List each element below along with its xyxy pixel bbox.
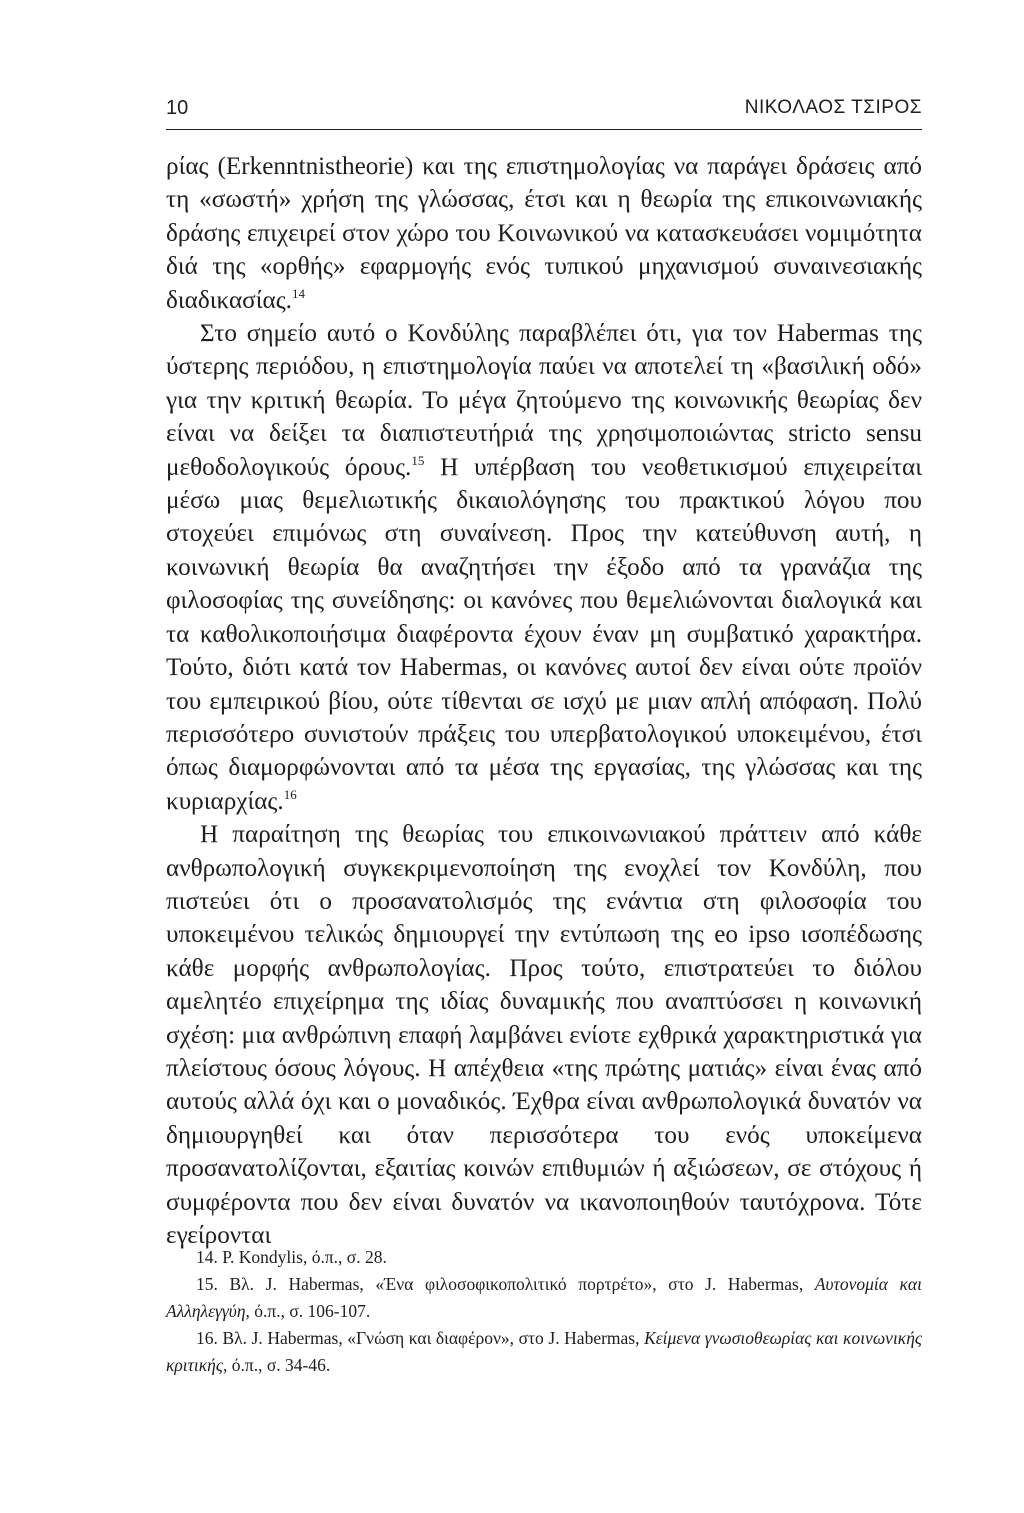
paragraph-2-text-b: Η υπέρβαση του νεοθετικισμού επιχειρείται μέσω μιας θεμελιωτικής δικαιολόγησης του πρακτικού λόγου που στοχεύει επιμόνως στη συναίνεση. Προς την κατεύθυνση αυτή, η κοινωνική θεωρία θα αναζητήσει την έξοδο από τα γρανάζια της φιλοσοφίας της συνείδησης: οι κανόνες που θεμελιώνονται διαλογικά και τα καθολικοποιήσιμα διαφέροντα έχουν έναν μη συμβατικό χαρακτήρα. Τούτο, διότι κατά τον Habermas, οι κανόνες αυτοί δεν είναι ούτε προϊόν του εμπειρικού βίου, ούτε τίθενται σε ισχύ με μιαν απλή απόφαση. Πολύ περισσότερο συνιστούν πράξεις του υπερβατολογικού υποκειμένου, έτσι όπως διαμορφώνονται από τα μέσα της εργασίας, της γλώσσας και της κυριαρχίας.: [166, 453, 922, 815]
paragraph-3: [166, 818, 922, 1252]
paragraph-1-text: ρίας (Erkenntnistheorie) και της επιστημολογίας να παράγει δράσεις από τη «σωστή» χρήση της γλώσσας, έτσι και η θεωρία της επικοινωνιακής δράσης επιχειρεί στον χώρο του Κοινωνικού να κατασκευάσει νομιμότητα διά της «ορθής» εφαρμογής ενός τυπικού μηχανισμού συναινεσιακής διαδικασίας.: [166, 153, 922, 314]
main-text: [166, 150, 922, 1252]
paragraph-2-text-a: Στο σημείο αυτό ο Κονδύλης παραβλέπει ότι, για τον Habermas της ύστερης περιόδου, η επιστημολογία παύει να αποτελεί τη «βασιλική οδό» για την κριτική θεωρία. Το μέγα ζητούμενο της κοινωνικής θεωρίας δεν είναι να δείξει τα διαπιστευτήριά της χρησιμοποιώντας stricto sensu μεθοδολογικούς όρους.: [166, 320, 922, 481]
page-number: 10: [166, 97, 189, 119]
footnote-14-text: 14. P. Kondylis, ό.π., σ. 28.: [196, 1247, 387, 1267]
footnote-16: [166, 1325, 922, 1379]
footnote-14: [166, 1244, 922, 1271]
page-header: [166, 95, 922, 130]
footnote-ref-16: 16: [283, 786, 297, 802]
footnote-15-text-b: , ό.π., σ. 106-107.: [245, 1301, 371, 1321]
footnote-ref-14: 14: [291, 285, 305, 301]
running-head-author: ΝΙΚΟΛΑΟΣ ΤΣΙΡΟΣ: [744, 97, 922, 118]
paragraph-2: [166, 317, 922, 818]
paragraph-1: [166, 150, 922, 317]
footnote-16-text-a: 16. Βλ. J. Habermas, «Γνώση και διαφέρον», στο J. Habermas,: [196, 1328, 645, 1348]
footnote-15: [166, 1271, 922, 1325]
footnote-15-text-a: 15. Βλ. J. Habermas, «Ένα φιλοσοφικοπολιτικό πορτρέτο», στο J. Habermas,: [196, 1274, 815, 1294]
footnote-ref-15: 15: [411, 452, 425, 468]
footnote-15-title: Αυτονομία και Αλληλεγγύη: [166, 1274, 922, 1321]
paragraph-3-text: Η παραίτηση της θεωρίας του επικοινωνιακού πράττειν από κάθε ανθρωπολογική συγκεκριμενοποίηση της ενοχλεί τον Κονδύλη, που πιστεύει ότι ο προσανατολισμός της ενάντια στη φιλοσοφία του υποκειμένου τελικώς δημιουργεί την εντύπωση της eo ipso ισοπέδωσης κάθε μορφής ανθρωπολογίας. Προς τούτο, επιστρατεύει το διόλου αμελητέο επιχείρημα της ιδίας δυναμικής που αναπτύσσει η κοινωνική σχέση: μια ανθρώπινη επαφή λαμβάνει ενίοτε εχθρικά χαρακτηριστικά για πλείστους όσους λόγους. Η απέχθεια «της πρώτης ματιάς» είναι ένας από αυτούς αλλά όχι και ο μοναδικός. Έχθρα είναι ανθρωπολογικά δυνατόν να δημιουργηθεί και όταν περισσότερα του ενός υποκείμενα προσανατολίζονται, εξαιτίας κοινών επιθυμιών ή αξιώσεων, σε στόχους ή συμφέροντα που δεν είναι δυνατόν να ικανοποιηθούν ταυτόχρονα. Τότε εγείρονται: [166, 821, 922, 1249]
footnote-16-title: Κείμενα γνωσιοθεωρίας και κοινωνικής κριτικής: [166, 1328, 922, 1375]
footnote-16-text-b: , ό.π., σ. 34-46.: [222, 1355, 331, 1375]
footnotes: [166, 1244, 922, 1379]
